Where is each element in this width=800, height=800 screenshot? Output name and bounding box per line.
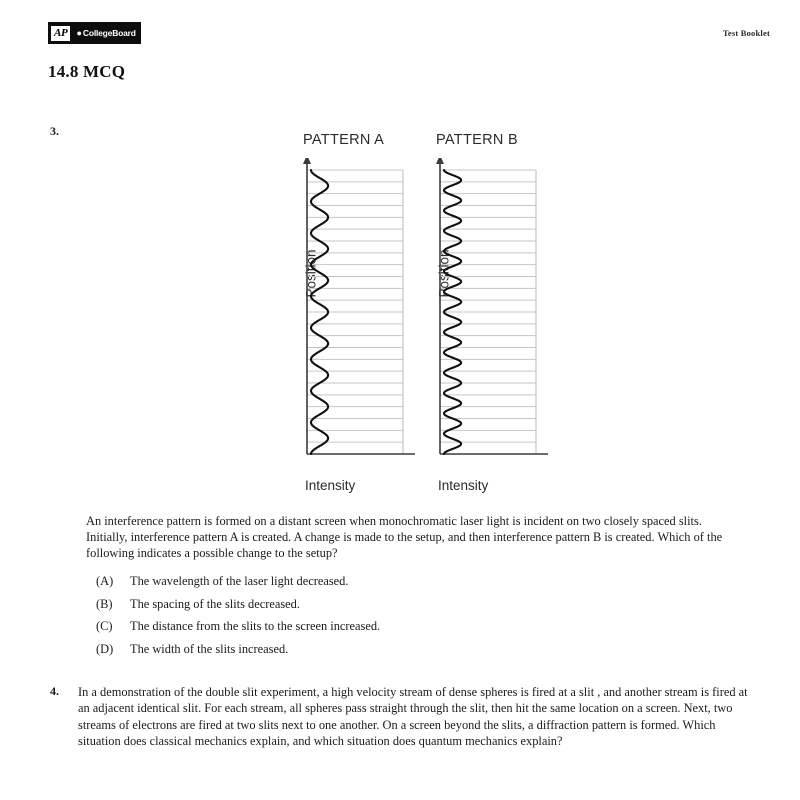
choice-c[interactable] — [96, 619, 696, 642]
page-header — [0, 22, 800, 52]
choice-b-letter: (B) — [96, 596, 113, 611]
choice-a[interactable] — [96, 574, 696, 597]
y-axis-arrowhead — [436, 158, 444, 164]
ap-logo-mark: AP — [51, 26, 70, 41]
question-4-number: 4. — [50, 684, 59, 698]
question-4-stem: In a demonstration of the double slit experiment, a high velocity stream of dense spheres is fired at a slit , and another stream is fired at an adjacent identical slit. For each stream, all spheres pass straight through the slit, then hit the same location on a screen. Next, two streams of electrons are fired at two slits next to one another. On a screen beyond the slits, a diffraction pattern is formed. Which situation does classical mechanics explain, and which situation does quantum mechanics explain? — [78, 685, 748, 749]
choice-d-text: The width of the slits increased. — [130, 641, 289, 656]
pattern-b-svg — [432, 158, 548, 474]
y-axis-arrowhead — [303, 158, 311, 164]
pattern-a-title: PATTERN A — [303, 132, 385, 148]
pattern-a-chart — [275, 132, 415, 500]
question-3-stem: An interference pattern is formed on a distant screen when monochromatic laser light is incident on two closely spaced slits. Initially, interference pattern A is created. A change is made to the setup, and then interference pattern B is created. Which of the following indicates a possible change to the setup? — [86, 514, 723, 561]
ap-collegeboard-logo — [48, 22, 141, 44]
collegeboard-wordmark: CollegeBoard — [82, 27, 136, 38]
question-3-number: 3. — [50, 124, 59, 138]
pattern-a-svg — [299, 158, 415, 474]
choice-a-text: The wavelength of the laser light decreased. — [130, 574, 349, 588]
pattern-b-title: PATTERN B — [436, 132, 518, 148]
pattern-a-plot-area — [275, 158, 415, 493]
pattern-a-y-axis-label: Position — [303, 249, 319, 298]
pattern-a-x-axis-label: Intensity — [305, 478, 356, 493]
section-title: 14.8 MCQ — [48, 62, 126, 81]
pattern-b-chart — [408, 132, 548, 500]
acorn-icon: ● — [76, 27, 82, 38]
choice-a-letter: (A) — [96, 574, 114, 588]
pattern-b-y-axis-label: Position — [436, 249, 452, 298]
choice-c-letter: (C) — [96, 619, 113, 634]
pattern-b-plot-area — [408, 158, 548, 493]
choice-d-letter: (D) — [96, 641, 114, 656]
interference-pattern-figure — [275, 132, 575, 500]
question-3-choices — [96, 574, 696, 664]
choice-c-text: The distance from the slits to the screen increased. — [130, 619, 381, 634]
choice-b-text: The spacing of the slits decreased. — [130, 596, 300, 611]
choice-d[interactable] — [96, 642, 696, 665]
test-booklet-label: Test Booklet — [722, 28, 770, 38]
pattern-b-x-axis-label: Intensity — [438, 478, 489, 493]
choice-b[interactable] — [96, 597, 696, 620]
question-4 — [50, 684, 750, 750]
